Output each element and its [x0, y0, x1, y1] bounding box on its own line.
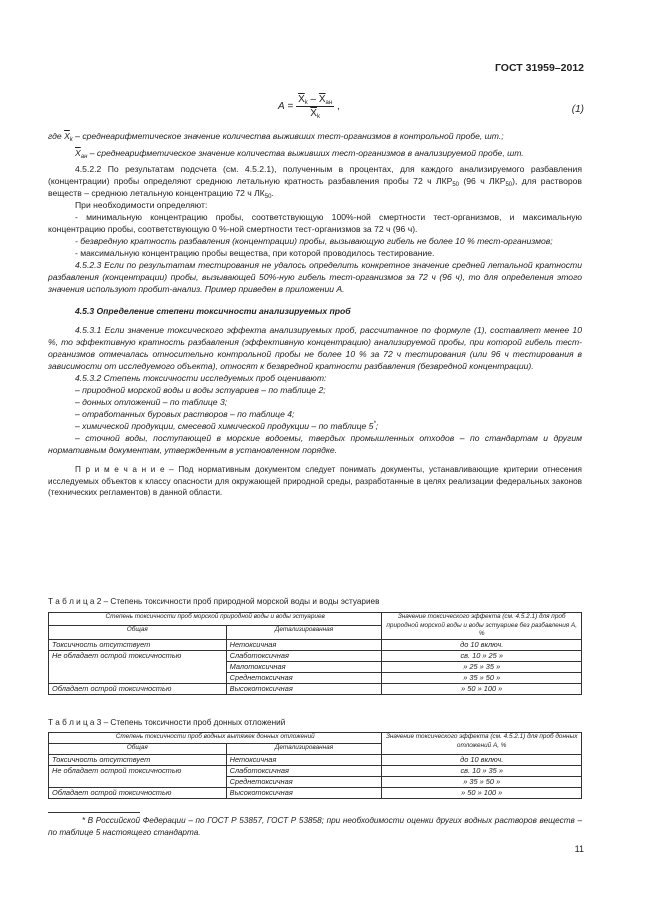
note-text: – Под нормативным документом следует понимать документы, устанавливающие критерии отнесения исследуемых объектов к классу опасности для окружающей природной среды, разработанные в целях реализации федеральных законов (технических регламентов) в данной области.	[48, 465, 582, 497]
table-row	[49, 650, 582, 661]
table3	[48, 732, 582, 799]
formula-denominator	[296, 107, 334, 119]
table2-cell-detail: Высокотоксичная	[226, 683, 382, 694]
para-4522-d: .	[271, 188, 274, 198]
list-item-5: – сточной воды, поступающей в морские водоемы, твердых промышленных отходов – по стандартам и другим нормативным документам, утвержденным в установленном порядке.	[48, 433, 582, 455]
footnote-ref: *	[373, 421, 376, 427]
bullet-2: - безвредную кратность разбавления (концентрации) пробы, вызывающую гибель не более 10 % тест-организмов;	[75, 236, 553, 246]
formula-fraction	[296, 94, 334, 119]
table3-cell-detail: Слаботоксичная	[226, 766, 382, 777]
where-1-sym: $\overline{X}$	[64, 131, 70, 141]
para-4522-b-sub: 50	[505, 182, 513, 188]
table3-cell-detail: Высокотоксичная	[226, 788, 382, 799]
table2-cell-value: » 35 » 50 »	[382, 672, 582, 683]
table3-head-group: Степень токсичности проб водных вытяжек донных отложений	[49, 733, 382, 744]
para-4522-c-sub: 50	[264, 194, 272, 200]
para-4522-a-sub: 50	[452, 182, 460, 188]
table2-cell-value: » 50 » 100 »	[382, 683, 582, 694]
table-row	[49, 639, 582, 650]
formula-number: (1)	[571, 104, 584, 115]
table2-cell-detail: Малотоксичная	[226, 661, 382, 672]
para-4522-c: ), для растворов веществ – среднюю летальную концентрацию 72 ч ЛК	[48, 176, 582, 198]
table-row	[49, 788, 582, 799]
table2-cell-value: до 10 включ.	[382, 639, 582, 650]
list-item-2: – донных отложений – по таблице 3;	[75, 397, 228, 407]
list-item-3: – отработанных буровых растворов – по таблице 4;	[75, 409, 295, 419]
formula-num-a-sub: k	[304, 100, 308, 106]
formula-num-a: $\overline{X}$	[298, 94, 305, 105]
formula-den: $\overline{X}$	[310, 108, 317, 119]
footnote-mark: *	[81, 816, 85, 825]
table2-cell-general: Обладает острой токсичностью	[49, 683, 227, 694]
formula-den-sub: k	[316, 114, 320, 120]
table2-cell-detail: Среднетоксичная	[226, 672, 382, 683]
where-1-text: – среднеарифметическое значение количества выживших тест-организмов в контрольной пробе, шт.;	[72, 131, 504, 141]
where-2-sub: ан	[80, 154, 88, 160]
table3-caption: Т а б л и ц а 3 – Степень токсичности проб донных отложений	[48, 718, 286, 727]
table3-head-value: Значение токсического эффекта (см. 4.5.2.1) для проб донных отложений А, %	[382, 733, 582, 755]
table2-cell-value: св. 10 » 25 »	[382, 650, 582, 661]
table3-cell-value: » 35 » 50 »	[382, 777, 582, 788]
table3-cell-general: Токсичность отсутствует	[49, 755, 227, 766]
para-4522	[48, 163, 582, 199]
footnote-text: В Российской Федерации – по ГОСТ Р 53857, ГОСТ Р 53858; при необходимости оценки других водных растворов веществ – по таблице 5 настоящего стандарта.	[48, 816, 582, 837]
formula-1	[278, 94, 340, 119]
table2-head-detail: Детализированная	[226, 626, 382, 639]
footnote-separator	[48, 812, 140, 813]
formula-num-b-sub: ан	[325, 100, 333, 106]
table2	[48, 612, 582, 695]
formula-eq: =	[287, 101, 294, 113]
table2-head-group: Степень токсичности проб морской природной воды и воды эстуариев	[49, 613, 382, 626]
heading-453: 4.5.3 Определение степени токсичности анализируемых проб	[75, 306, 351, 316]
table-row	[49, 683, 582, 694]
table2-cell-general: Токсичность отсутствует	[49, 639, 227, 650]
table-row	[49, 766, 582, 777]
where-1	[48, 130, 582, 142]
table2-cell-detail: Нетоксичная	[226, 639, 382, 650]
formula-lhs: A	[278, 101, 285, 113]
where-2-sym: $\overline{X}$	[75, 148, 81, 158]
para-4532: 4.5.3.2 Степень токсичности исследуемых проб оценивают:	[75, 373, 327, 383]
table3-cell-general: Обладает острой токсичностью	[49, 788, 227, 799]
formula-numerator	[296, 94, 334, 107]
table2-cell-detail: Слаботоксичная	[226, 650, 382, 661]
list-item-1: – природной морской воды и воды эстуариев – по таблице 2;	[75, 385, 326, 395]
where-1-sub: k	[69, 137, 73, 143]
where-2-text: – среднеарифметическое значение количества выживших тест-организмов в анализируемой пробе, шт.	[87, 148, 524, 158]
page-number: 11	[574, 844, 584, 854]
para-need: При необходимости определяют:	[75, 200, 208, 210]
document-header: ГОСТ 31959–2012	[494, 62, 584, 74]
table3-cell-detail: Нетоксичная	[226, 755, 382, 766]
table2-cell-value: » 25 » 35 »	[382, 661, 582, 672]
note-label: П р и м е ч а н и е	[75, 465, 165, 474]
table3-cell-value: » 50 » 100 »	[382, 788, 582, 799]
where-2	[48, 147, 582, 159]
table2-head-general: Общая	[49, 626, 227, 639]
table3-cell-detail: Среднетоксичная	[226, 777, 382, 788]
note	[48, 464, 582, 499]
table3-cell-value: св. 10 » 35 »	[382, 766, 582, 777]
para-4522-a: 4.5.2.2 По результатам подсчета (см. 4.5.2.1), полученным в процентах, для каждого анализируемого разбавления (концентрации) пробы определяют среднюю летальную кратность разбавления пробы 72 ч ЛКР	[48, 164, 582, 186]
footnote	[48, 815, 582, 838]
table2-caption: Т а б л и ц а 2 – Степень токсичности проб природной морской воды и воды эстуариев	[48, 597, 380, 606]
table2-cell-general: Не обладает острой токсичностью	[49, 650, 227, 683]
formula-trail: ,	[336, 101, 340, 113]
para-4522-b: (96 ч ЛКР	[459, 176, 506, 186]
list-item-4-tail: ;	[375, 421, 379, 431]
where-1-pre: где	[48, 131, 65, 141]
bullet-1: - минимальную концентрацию пробы, соответствующую 100%-ной смертности тест-организмов, и максимальную концентрацию пробы, соответствующую 0 %-ной смертности тест-организмов за 72 ч (96 ч).	[48, 212, 582, 234]
table2-head-value: Значение токсического эффекта (см. 4.5.2.1) для проб природной морской воды и воды эстуариев без разбавления А, %	[382, 613, 582, 640]
main-body	[48, 130, 582, 499]
table3-cell-value: до 10 включ.	[382, 755, 582, 766]
table-row	[49, 755, 582, 766]
bullet-3: - максимальную концентрацию пробы вещества, при которой проводилось тестирование.	[75, 248, 435, 258]
table3-cell-general: Не обладает острой токсичностью	[49, 766, 227, 788]
formula-num-b: $\overline{X}$	[318, 94, 326, 105]
list-item-4	[48, 420, 582, 432]
table3-head-general: Общая	[49, 744, 227, 755]
para-4523: 4.5.2.3 Если по результатам тестирования не удалось определить конкретное значение средней летальной кратности разбавления (концентрации) пробы, вызывающей 50%-ную гибель тест-организмов за 72 ч (96 ч), то для определения этого значения используют пробит-анализ. Пример приведен в приложении А.	[48, 260, 582, 294]
table3-head-detail: Детализированная	[226, 744, 382, 755]
list-item-4-text: – химической продукции, смесевой химической продукции – по таблице 5	[75, 421, 374, 431]
formula-num-op: –	[307, 94, 319, 105]
para-4531: 4.5.3.1 Если значение токсического эффекта анализируемых проб, рассчитанное по формуле (1), составляет менее 10 %, то эффективную кратность разбавления (эффективную концентрацию) анализируемой пробы, при которой гибель тест-организмов отмечалась относительно контрольной пробы не более 10 % за 72 ч тестирования (или 96 ч тестирования в зависимости от исследуемого объекта), относят к безвредной кратности разбавления (безвредной концентрации).	[48, 325, 582, 371]
